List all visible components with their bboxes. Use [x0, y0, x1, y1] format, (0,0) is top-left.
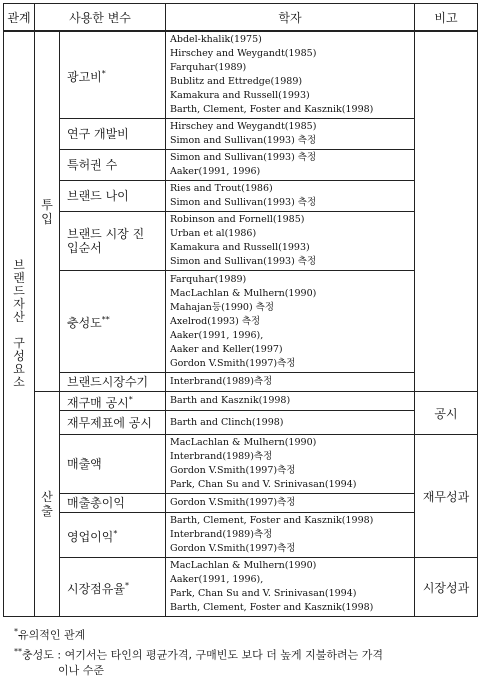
- scholar-cell: [166, 513, 415, 558]
- variable-cell: [60, 435, 166, 494]
- scholar-cell: [166, 558, 415, 617]
- note-disclosure: 공시: [415, 392, 478, 435]
- table-row: [4, 150, 478, 181]
- scholar-entry: Gordon V.Smith(1997)측정: [170, 465, 296, 476]
- table-row: [4, 212, 478, 271]
- note-financial: 재무성과: [415, 435, 478, 558]
- variable-cell: [60, 271, 166, 373]
- scholar-entry: Aaker(1991, 1996),: [170, 574, 264, 585]
- footnote-text: 유의적인 관계: [18, 628, 86, 642]
- variable-label: 매출액: [67, 457, 102, 471]
- table-header-row: [4, 4, 478, 32]
- scholar-entry: Ries and Trout(1986): [170, 183, 273, 194]
- scholar-entry: Simon and Sullivan(1993) 측정: [170, 197, 317, 208]
- variable-label: 연구 개발비: [67, 127, 129, 141]
- scholar-cell: [166, 392, 415, 411]
- variable-cell: [60, 392, 166, 411]
- input-label-char: 입: [41, 211, 53, 226]
- table-row: [4, 373, 478, 392]
- variable-label: 특허권 수: [67, 158, 118, 172]
- scholar-entry: Gordon V.Smith(1997)측정: [170, 497, 296, 508]
- variable-label: 시장점유율: [67, 581, 125, 596]
- scholar-entry: Aaker(1991, 1996),: [170, 329, 264, 341]
- scholar-entry: MacLachlan & Mulhern(1990): [170, 437, 317, 448]
- scholar-entry: Park, Chan Su and V. Srinivasan(1994): [170, 588, 357, 599]
- variable-cell: [60, 31, 166, 119]
- variable-label: 충성도: [67, 316, 102, 330]
- relation-cell: [4, 31, 35, 617]
- scholar-entry: Barth, Clement, Foster and Kasznik(1998): [170, 602, 374, 613]
- relation-char: 랜: [13, 271, 25, 285]
- scholar-entry: Gordon V.Smith(1997)측정: [170, 543, 296, 554]
- relation-char: 산: [13, 310, 25, 324]
- scholar-entry: Bublitz and Ettredge(1989): [170, 76, 303, 87]
- scholar-entry: Simon and Sullivan(1993) 측정: [170, 135, 317, 146]
- variable-mark: *: [124, 580, 129, 590]
- header-note: 비고: [415, 4, 478, 32]
- variable-mark: **: [101, 315, 110, 324]
- note-cell-empty: [415, 31, 478, 392]
- footnote-2: [14, 644, 474, 664]
- variable-label: 브랜드 시장 진입순서: [67, 227, 145, 255]
- variable-label: 재구매 공시: [67, 395, 129, 410]
- scholar-entry: Interbrand(1989)측정: [170, 529, 273, 540]
- variable-cell: [60, 494, 166, 513]
- variable-cell: [60, 411, 166, 435]
- scholar-cell: [166, 212, 415, 271]
- table-row: [4, 31, 478, 119]
- relation-char: 자: [13, 297, 25, 311]
- footnote-text: 충성도 : 여기서는 타인의 평균가격, 구매빈도 보다 더 높게 지불하려는 가격: [22, 648, 383, 662]
- variable-cell: [60, 373, 166, 392]
- footnote-mark: **: [14, 646, 22, 656]
- scholar-entry: Aaker(1991, 1996): [170, 166, 261, 177]
- scholar-entry: Farquhar(1989): [170, 273, 247, 285]
- scholar-cell: [166, 435, 415, 494]
- output-label-char: 산: [41, 490, 53, 504]
- scholar-entry: Gordon V.Smith(1997)측정: [170, 357, 296, 369]
- input-label-cell: [35, 31, 60, 392]
- note-market: 시장성과: [415, 558, 478, 617]
- scholar-entry: Farquhar(1989): [170, 62, 247, 73]
- footnote-2-continued: 이나 수준: [58, 664, 105, 678]
- scholar-cell: [166, 119, 415, 150]
- scholar-entry: MacLachlan & Mulhern(1990): [170, 287, 317, 299]
- table-row: [4, 513, 478, 558]
- scholar-cell: [166, 150, 415, 181]
- variable-label: 매출총이익: [67, 496, 125, 510]
- scholar-entry: Kamakura and Russell(1993): [170, 90, 310, 101]
- variable-cell: [60, 181, 166, 212]
- variable-label: 광고비: [67, 69, 102, 84]
- scholar-entry: Mahajan등(1990) 측정: [170, 301, 275, 313]
- table-row: [4, 411, 478, 435]
- scholar-cell: [166, 181, 415, 212]
- scholar-cell: [166, 494, 415, 513]
- relation-char: 브: [13, 258, 25, 272]
- variable-cell: [60, 558, 166, 617]
- scholar-entry: Park, Chan Su and V. Srinivasan(1994): [170, 479, 357, 490]
- footnote-1: [14, 624, 474, 644]
- scholar-entry: Aaker and Keller(1997): [170, 343, 283, 355]
- relation-char: 소: [13, 375, 25, 389]
- variable-cell: [60, 150, 166, 181]
- table-row: [4, 392, 478, 411]
- scholar-cell: [166, 271, 415, 373]
- scholar-entry: MacLachlan & Mulhern(1990): [170, 560, 317, 571]
- scholar-entry: Robinson and Fornell(1985): [170, 214, 305, 225]
- relation-char: 요: [13, 362, 25, 376]
- header-relation: 관계: [4, 4, 35, 32]
- variable-cell: [60, 119, 166, 150]
- scholar-entry: Abdel-khalik(1975): [170, 34, 262, 45]
- table-row: [4, 558, 478, 617]
- scholar-entry: Barth, Clement, Foster and Kasznik(1998): [170, 104, 374, 115]
- scholar-cell: [166, 373, 415, 392]
- input-label-char: 투: [41, 197, 53, 212]
- header-variable: 사용한 변수: [35, 4, 166, 32]
- table-row: [4, 271, 478, 373]
- scholar-cell: [166, 411, 415, 435]
- variable-label: 브랜드 나이: [67, 189, 129, 203]
- footnotes: [14, 624, 474, 679]
- header-scholar: 학자: [166, 4, 415, 32]
- variable-mark: *: [101, 68, 106, 78]
- table-row: [4, 119, 478, 150]
- scholar-entry: Axelrod(1993) 측정: [170, 315, 261, 327]
- table-row: [4, 435, 478, 494]
- scholar-cell: [166, 31, 415, 119]
- variable-label: 영업이익: [67, 529, 114, 544]
- scholar-entry: Simon and Sullivan(1993) 측정: [170, 152, 317, 163]
- scholar-entry: Interbrand(1989)측정: [170, 376, 273, 387]
- scholar-entry: Kamakura and Russell(1993): [170, 242, 310, 253]
- variable-cell: [60, 513, 166, 558]
- scholar-entry: Interbrand(1989)측정: [170, 451, 273, 462]
- relation-char: 성: [13, 349, 25, 363]
- scholar-entry: Barth and Kasznik(1998): [170, 395, 291, 406]
- relation-char: 드: [13, 284, 25, 298]
- table-row: [4, 181, 478, 212]
- variable-label: 브랜드시장수기: [67, 375, 149, 389]
- scholar-entry: Simon and Sullivan(1993) 측정: [170, 256, 317, 267]
- scholar-entry: Hirschey and Weygandt(1985): [170, 121, 317, 132]
- variable-cell: [60, 212, 166, 271]
- variable-mark: *: [113, 528, 118, 538]
- brand-asset-table: [3, 3, 478, 617]
- scholar-entry: Barth, Clement, Foster and Kasznik(1998): [170, 515, 374, 526]
- variable-label: 재무제표에 공시: [67, 415, 152, 430]
- table-row: [4, 494, 478, 513]
- scholar-entry: Hirschey and Weygandt(1985): [170, 48, 317, 59]
- output-label-char: 출: [41, 504, 53, 518]
- output-label-cell: [35, 392, 60, 617]
- scholar-entry: Urban et al(1986): [170, 228, 257, 239]
- scholar-entry: Barth and Clinch(1998): [170, 416, 284, 428]
- relation-char: 구: [13, 336, 25, 350]
- variable-mark: *: [128, 394, 133, 404]
- footnote-mark: *: [14, 627, 18, 636]
